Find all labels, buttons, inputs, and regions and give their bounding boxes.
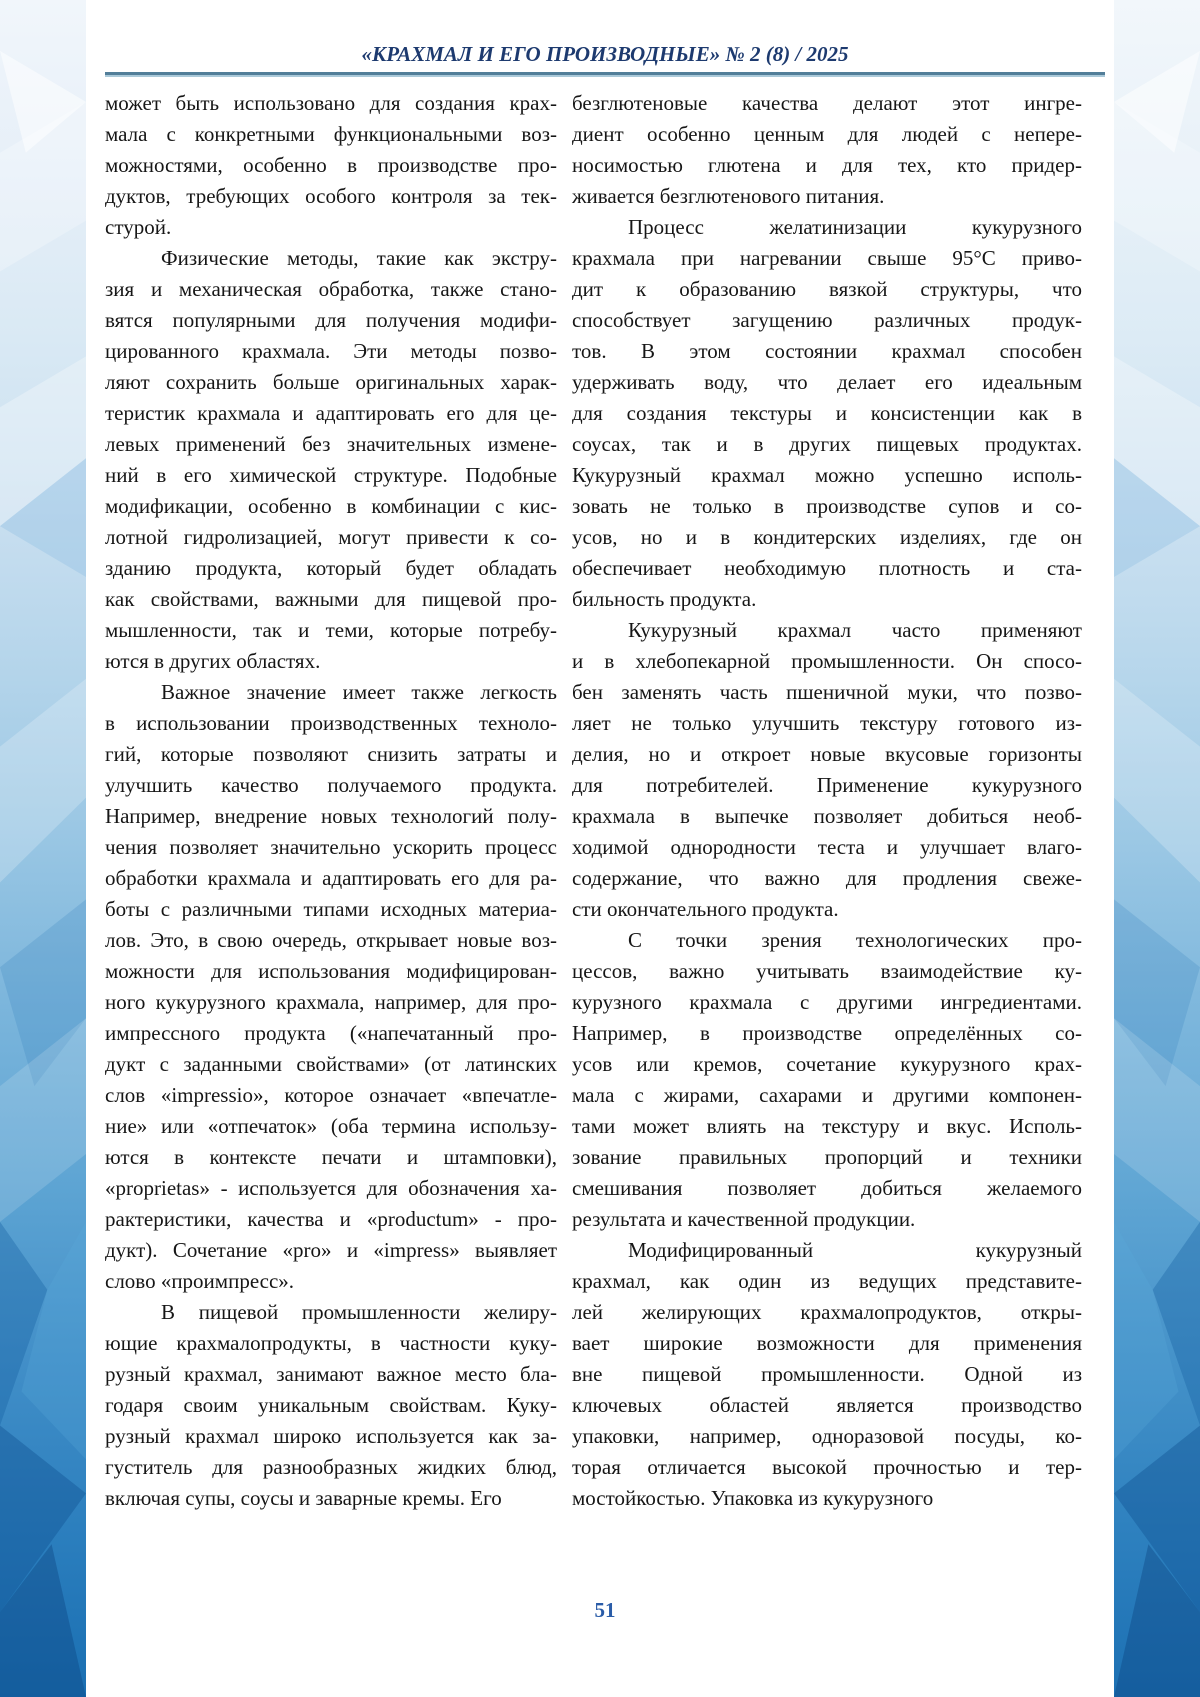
text-line: ющие крахмалопродукты, в частности куку- <box>105 1331 557 1355</box>
text-line: слово «проимпресс». <box>105 1269 295 1293</box>
paragraph <box>572 1235 1082 1514</box>
paragraph <box>105 243 557 677</box>
right-column <box>572 88 1082 1514</box>
text-line: для потребителей. Применение кукурузного <box>572 773 1082 797</box>
article-body <box>105 88 1082 1514</box>
text-line: можности для использования модифицирован- <box>105 959 557 983</box>
text-line: мышленности, так и теми, которые потребу- <box>105 618 557 642</box>
text-line: может быть использовано для создания крах- <box>105 91 557 115</box>
text-line: обеспечивает необходимую плотность и ста- <box>572 556 1082 580</box>
text-line: модификации, особенно в комбинации с кис- <box>105 494 557 518</box>
text-line: диент особенно ценным для людей с непере- <box>572 122 1082 146</box>
text-line: усов или кремов, сочетание кукурузного крах- <box>572 1052 1082 1076</box>
text-line: дит к образованию вязкой структуры, что <box>572 277 1082 301</box>
text-line: Процесс желатинизации кукурузного <box>628 215 1082 239</box>
text-line: импрессного продукта («напечатанный про- <box>105 1021 557 1045</box>
text-line: Модифицированный кукурузный <box>628 1238 1082 1262</box>
text-line: слов «impressio», которое означает «впечатле- <box>105 1083 557 1107</box>
text-line: смешивания позволяет добиться желаемого <box>572 1176 1082 1200</box>
text-line: Кукурузный крахмал часто применяют <box>628 618 1082 642</box>
text-line: дукт). Сочетание «pro» и «impress» выявляет <box>105 1238 557 1262</box>
text-line: безглютеновые качества делают этот ингре- <box>572 91 1082 115</box>
text-line: способствует загущению различных продук- <box>572 308 1082 332</box>
paragraph <box>105 88 557 243</box>
text-line: тов. В этом состоянии крахмал способен <box>572 339 1082 363</box>
text-line: Кукурузный крахмал можно успешно исполь- <box>572 463 1082 487</box>
text-line: бильность продукта. <box>572 587 757 611</box>
text-line: зия и механическая обработка, также стано- <box>105 277 557 301</box>
text-line: как свойствами, важными для пищевой про- <box>105 587 557 611</box>
text-line: левых применений без значительных измене- <box>105 432 557 456</box>
text-line: мала с жирами, сахарами и другими компонен- <box>572 1083 1082 1107</box>
text-line: в использовании производственных техноло- <box>105 711 557 735</box>
text-line: соусах, так и в других пищевых продуктах. <box>572 432 1082 456</box>
text-line: ются в других областях. <box>105 649 321 673</box>
text-line: боты с различными типами исходных материа- <box>105 897 557 921</box>
text-line: зданию продукта, который будет обладать <box>105 556 557 580</box>
text-line: ходимой однородности теста и улучшает влаго- <box>572 835 1082 859</box>
text-line: рузный крахмал широко используется как за- <box>105 1424 557 1448</box>
text-line: цированного крахмала. Эти методы позво- <box>105 339 557 363</box>
text-line: лей желирующих крахмалопродуктов, откры- <box>572 1300 1082 1324</box>
text-line: Например, в производстве определённых со- <box>572 1021 1082 1045</box>
text-line: упаковки, например, одноразовой посуды, ко- <box>572 1424 1082 1448</box>
text-line: рактеристики, качества и «productum» - про- <box>105 1207 557 1231</box>
text-line: «proprietas» - используется для обозначения ха- <box>105 1176 557 1200</box>
text-line: ключевых областей является производство <box>572 1393 1082 1417</box>
text-line: чения позволяет значительно ускорить процесс <box>105 835 557 859</box>
text-line: живается безглютенового питания. <box>572 184 885 208</box>
text-line: лов. Это, в свою очередь, открывает новые воз- <box>105 928 557 952</box>
text-line: крахмал, как один из ведущих представите- <box>572 1269 1082 1293</box>
text-line: теристик крахмала и адаптировать его для це- <box>105 401 557 425</box>
text-line: усов, но и в кондитерских изделиях, где он <box>572 525 1082 549</box>
text-line: сти окончательного продукта. <box>572 897 839 921</box>
text-line: годаря своим уникальным свойствам. Куку- <box>105 1393 557 1417</box>
paragraph <box>572 615 1082 925</box>
left-border-decoration <box>0 0 86 1697</box>
header-rule <box>105 72 1105 77</box>
text-line: вает широкие возможности для применения <box>572 1331 1082 1355</box>
text-line: содержание, что важно для продления свеже- <box>572 866 1082 890</box>
text-line: крахмала в выпечке позволяет добиться необ- <box>572 804 1082 828</box>
text-line: густитель для разнообразных жидких блюд, <box>105 1455 557 1479</box>
text-line: гий, которые позволяют снизить затраты и <box>105 742 557 766</box>
text-line: вне пищевой промышленности. Одной из <box>572 1362 1082 1386</box>
text-line: дукт с заданными свойствами» (от латинских <box>105 1052 557 1076</box>
paragraph <box>572 212 1082 615</box>
text-line: цессов, важно учитывать взаимодействие ку- <box>572 959 1082 983</box>
text-line: курузного крахмала с другими ингредиентами. <box>572 990 1082 1014</box>
text-line: улучшить качество получаемого продукта. <box>105 773 557 797</box>
text-line: С точки зрения технологических про- <box>628 928 1082 952</box>
paragraph <box>105 677 557 1297</box>
left-column <box>105 88 557 1514</box>
text-line: стурой. <box>105 215 172 239</box>
text-line: В пищевой промышленности желиру- <box>161 1300 557 1324</box>
text-line: лотной гидролизацией, могут привести к со- <box>105 525 557 549</box>
text-line: торая отличается высокой прочностью и тер- <box>572 1455 1082 1479</box>
text-line: зовать не только в производстве супов и со- <box>572 494 1082 518</box>
paragraph <box>572 925 1082 1235</box>
text-line: мостойкостью. Упаковка из кукурузного <box>572 1486 934 1510</box>
text-line: Физические методы, такие как экстру- <box>161 246 557 270</box>
text-line: носимостью глютена и для тех, кто придер- <box>572 153 1082 177</box>
text-line: дуктов, требующих особого контроля за тек- <box>105 184 557 208</box>
text-line: ются в контексте печати и штамповки), <box>105 1145 557 1169</box>
text-line: удерживать воду, что делает его идеальным <box>572 370 1082 394</box>
text-line: Важное значение имеет также легкость <box>161 680 557 704</box>
text-line: можностями, особенно в производстве про- <box>105 153 557 177</box>
paragraph <box>105 1297 557 1514</box>
text-line: результата и качественной продукции. <box>572 1207 916 1231</box>
text-line: зование правильных пропорций и техники <box>572 1145 1082 1169</box>
text-line: мала с конкретными функциональными воз- <box>105 122 557 146</box>
text-line: ляют сохранить больше оригинальных харак- <box>105 370 557 394</box>
text-line: ний в его химической структуре. Подобные <box>105 463 557 487</box>
text-line: делия, но и откроет новые вкусовые горизонты <box>572 742 1082 766</box>
text-line: рузный крахмал, занимают важное место бла- <box>105 1362 557 1386</box>
journal-title: «КРАХМАЛ И ЕГО ПРОИЗВОДНЫЕ» № 2 (8) / 2025 <box>361 42 849 66</box>
right-border-decoration <box>1114 0 1200 1697</box>
text-line: ние» или «отпечаток» (оба термина использу- <box>105 1114 557 1138</box>
page-number: 51 <box>594 1598 616 1622</box>
text-line: Например, внедрение новых технологий полу- <box>105 804 557 828</box>
text-line: крахмала при нагревании свыше 95°С приво- <box>572 246 1082 270</box>
text-line: вятся популярными для получения модифи- <box>105 308 557 332</box>
text-line: ляет не только улучшить текстуру готового из- <box>572 711 1082 735</box>
text-line: для создания текстуры и консистенции как в <box>572 401 1082 425</box>
text-line: включая супы, соусы и заварные кремы. Его <box>105 1486 502 1510</box>
text-line: обработки крахмала и адаптировать его для ра- <box>105 866 557 890</box>
text-line: ного кукурузного крахмала, например, для про- <box>105 990 557 1014</box>
text-line: бен заменять часть пшеничной муки, что позво- <box>572 680 1082 704</box>
text-line: и в хлебопекарной промышленности. Он спосо- <box>572 649 1082 673</box>
text-line: тами может влиять на текстуру и вкус. Исполь- <box>572 1114 1082 1138</box>
paragraph <box>572 88 1082 212</box>
